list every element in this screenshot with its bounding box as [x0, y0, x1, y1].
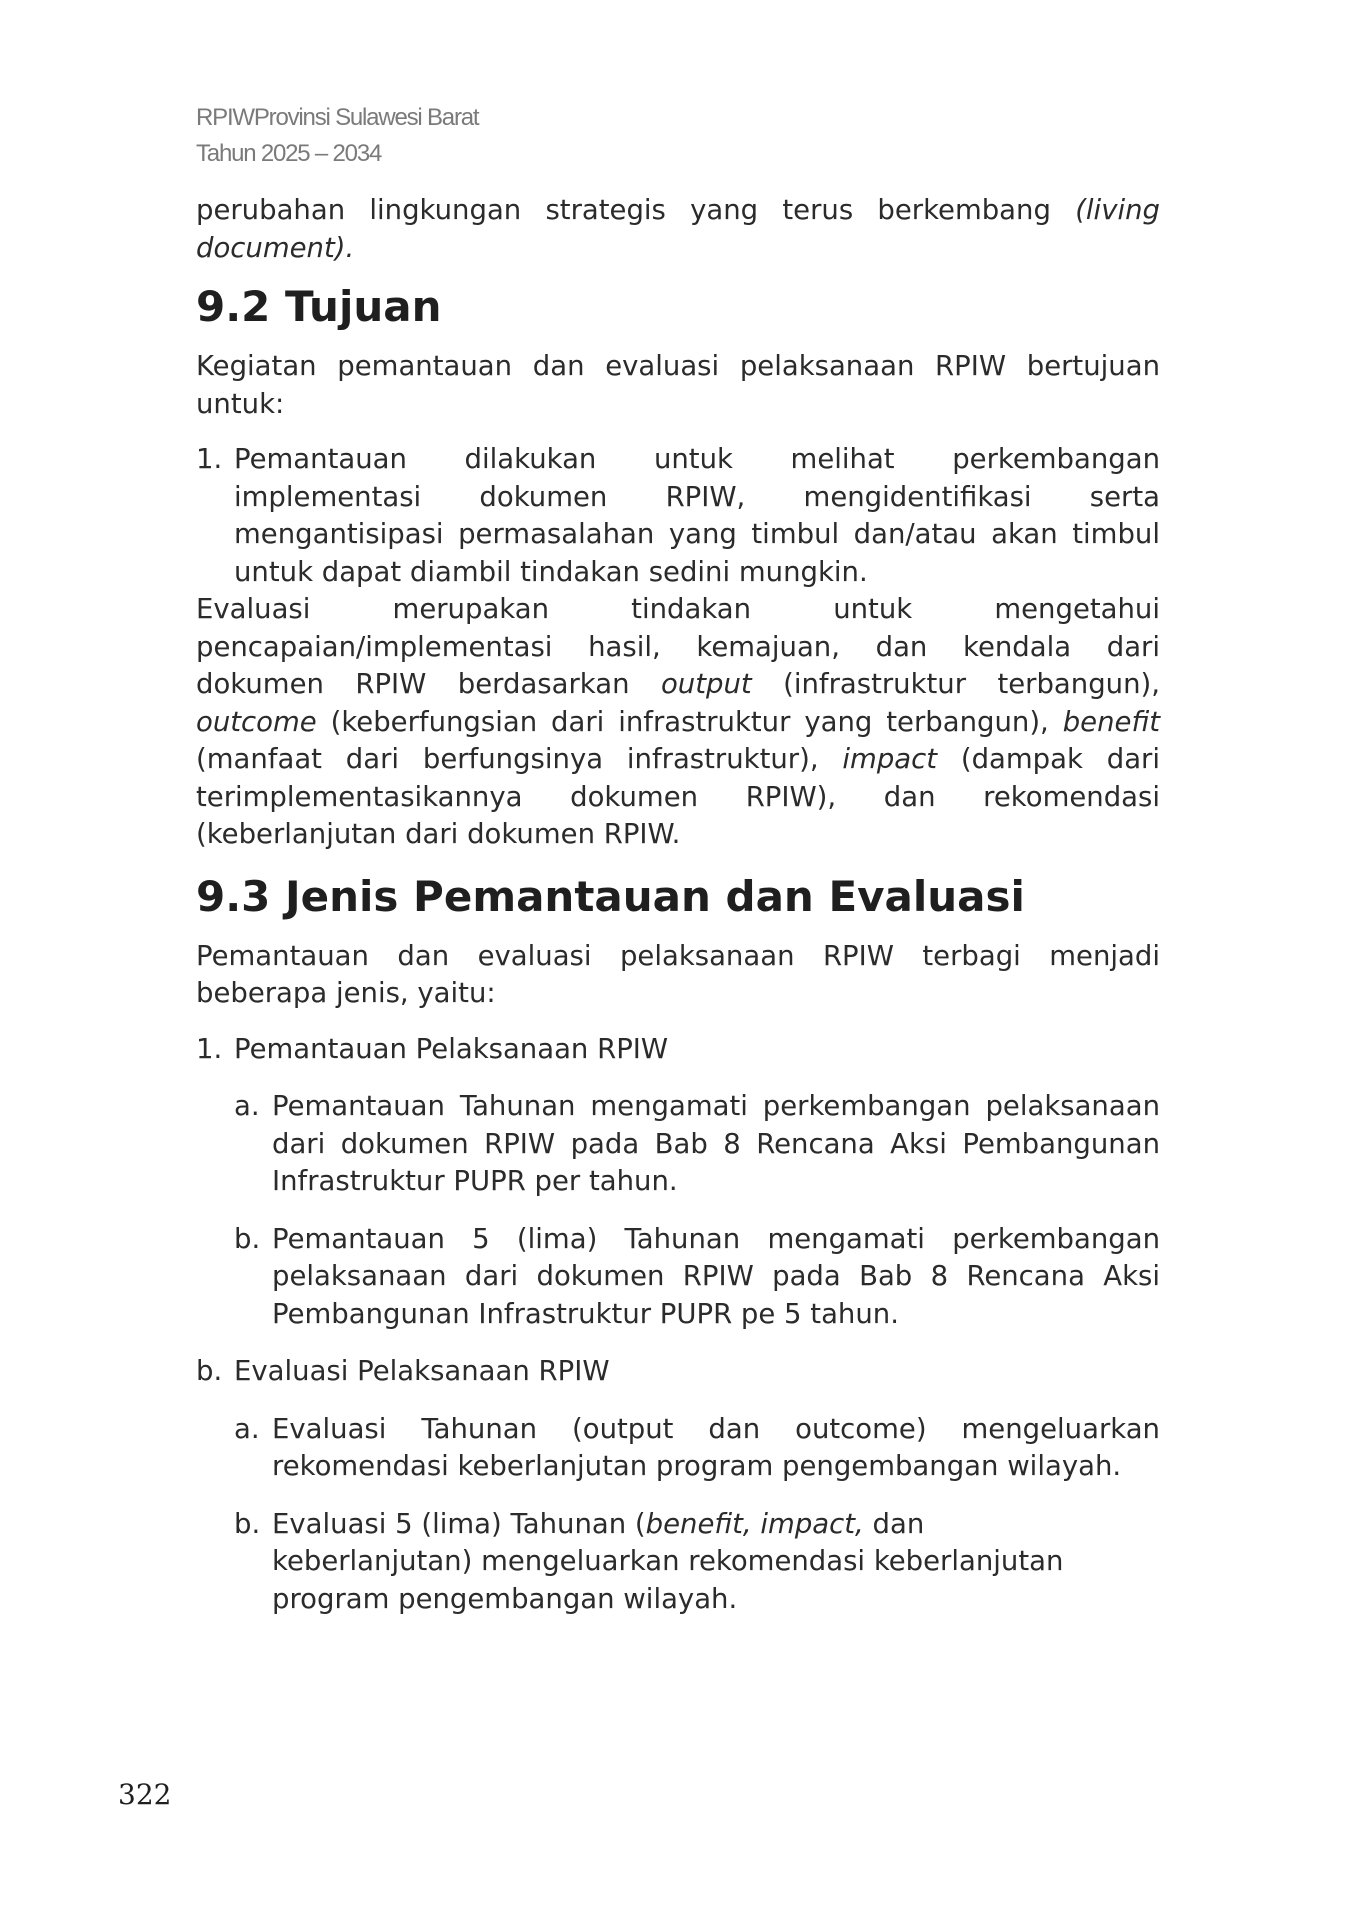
sub-item-text-line2: keberlanjutan) mengeluarkan rekomendasi keberlanjutan: [272, 1545, 1064, 1577]
sub-item-text-pre: Evaluasi 5 (lima) Tahunan (: [272, 1507, 646, 1540]
sub-marker: b.: [234, 1507, 261, 1540]
list-item-text: Pemantauan dilakukan untuk melihat perkembangan implementasi dokumen RPIW, mengidentifikasi serta mengantisipasi permasalahan yang timbul dan/atau akan timbul untuk dapat diambil tindakan sedini mungkin.: [234, 443, 1160, 588]
body-content: [196, 192, 1160, 1618]
list-marker: 1.: [196, 1032, 223, 1065]
eval-text-4: (manfaat dari berfungsinya infrastruktur),: [196, 743, 843, 775]
section-9-2-lead: Kegiatan pemantauan dan evaluasi pelaksanaan RPIW bertujuan untuk:: [196, 350, 1160, 420]
evaluation-paragraph: [196, 591, 1160, 854]
eval-text-2: (infrastruktur terbangun),: [751, 668, 1160, 700]
intro-italic: (living document).: [196, 194, 1160, 264]
eval-italic-benefit: benefit: [1062, 705, 1160, 738]
sub-item-text-line1-end: dan: [863, 1507, 925, 1540]
heading-9-3: 9.3 Jenis Pemantauan dan Evaluasi: [196, 871, 1025, 921]
sub-item-2a: [196, 1411, 1160, 1486]
intro-paragraph: [196, 192, 1160, 268]
sub-item-text: [272, 1506, 1160, 1619]
eval-italic-outcome: outcome: [196, 705, 317, 738]
sub-item-1a: [196, 1088, 1160, 1201]
eval-text-5: (dampak dari terimplementasikannya dokumen RPIW), dan rekomendasi (keberlanjutan dari dokumen RPIW.: [196, 743, 1160, 850]
header-line-1: RPIWProvinsi Sulawesi Barat: [196, 104, 479, 131]
eval-text-1: Evaluasi merupakan tindakan untuk mengetahui pencapaian/implementasi hasil, kemajuan, dan kendala dari dokumen RPIW berdasarkan: [196, 593, 1160, 700]
running-header: [196, 100, 596, 172]
list-item-1: [196, 441, 1160, 591]
page-number: 322: [118, 1778, 172, 1811]
sub-item-text-line3: program pengembangan wilayah.: [272, 1582, 738, 1615]
eval-italic-impact: impact: [842, 743, 938, 775]
header-line-2: Tahun 2025 – 2034: [196, 140, 382, 167]
sub-item-2b: [196, 1506, 1160, 1619]
sub-item-text: Pemantauan 5 (lima) Tahunan mengamati perkembangan pelaksanaan dari dokumen RPIW pada Bab 8 Rencana Aksi Pembangunan Infrastruktur PUPR pe 5 tahun.: [272, 1222, 1160, 1330]
list-group-title: Evaluasi Pelaksanaan RPIW: [234, 1355, 610, 1387]
sub-marker: a.: [234, 1090, 260, 1122]
sub-marker: b.: [234, 1222, 261, 1255]
eval-italic-output: output: [660, 668, 752, 700]
sub-item-1b: [196, 1221, 1160, 1334]
eval-text-3: (keberfungsian dari infrastruktur yang terbangun),: [316, 705, 1063, 738]
sub-item-italic: benefit, impact,: [645, 1507, 864, 1540]
section-9-3-lead: Pemantauan dan evaluasi pelaksanaan RPIW terbagi menjadi beberapa jenis, yaitu:: [196, 939, 1160, 1009]
list-marker: 1.: [196, 443, 223, 475]
intro-text: perubahan lingkungan strategis yang terus berkembang: [196, 194, 1076, 226]
list-group-2: [196, 1353, 1160, 1391]
list-group-1: [196, 1031, 1160, 1069]
heading-9-2: 9.2 Tujuan: [196, 282, 442, 331]
list-group-title: Pemantauan Pelaksanaan RPIW: [234, 1032, 669, 1065]
sub-item-text: Pemantauan Tahunan mengamati perkembangan pelaksanaan dari dokumen RPIW pada Bab 8 Rencana Aksi Pembangunan Infrastruktur PUPR per tahun.: [272, 1090, 1160, 1197]
sub-item-text: Evaluasi Tahunan (output dan outcome) mengeluarkan rekomendasi keberlanjutan program pengembangan wilayah.: [272, 1412, 1160, 1482]
sub-marker: a.: [234, 1412, 260, 1445]
list-marker: b.: [196, 1355, 223, 1387]
